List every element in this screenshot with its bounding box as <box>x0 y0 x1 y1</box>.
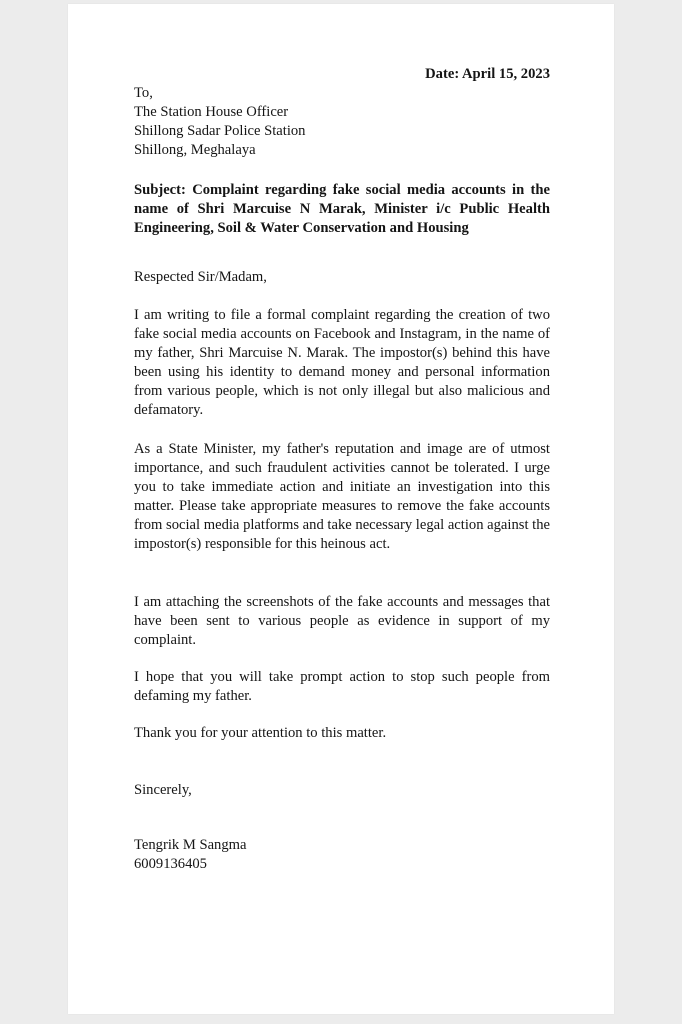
recipient-address <box>134 84 550 160</box>
letter-date: Date: April 15, 2023 <box>425 66 550 82</box>
body-paragraph: As a State Minister, my father's reputation and image are of utmost importance, and such fraudulent activities cannot be tolerated. I urge you to take immediate action and initiate an investigation into this matter. Please take appropriate measures to remove the fake accounts from social media platforms and take necessary legal action against the impostor(s) responsible for this heinous act. <box>134 441 550 552</box>
recipient-line-2: Shillong Sadar Police Station <box>134 123 306 139</box>
closing: Sincerely, <box>134 782 192 798</box>
body-paragraph: I am attaching the screenshots of the fake accounts and messages that have been sent to various people as evidence in support of my complaint. <box>134 594 550 648</box>
sender-name: Tengrik M Sangma <box>134 837 247 853</box>
letter-page <box>68 4 614 1014</box>
salutation: Respected Sir/Madam, <box>134 269 267 285</box>
body-paragraph: I hope that you will take prompt action to stop such people from defaming my father. <box>134 669 550 704</box>
recipient-to: To, <box>134 85 153 101</box>
body-paragraph: I am writing to file a formal complaint regarding the creation of two fake social media accounts on Facebook and Instagram, in the name of my father, Shri Marcuise N. Marak. The impostor(s) behind this have been using his identity to demand money and personal information from various people, which is not only illegal but also malicious and defamatory. <box>134 307 550 418</box>
letter-subject: Subject: Complaint regarding fake social media accounts in the name of Shri Marcuise N Marak, Minister i/c Public Health Engineering, Soil & Water Conservation and Housing <box>134 182 550 236</box>
thanks-line: Thank you for your attention to this matter. <box>134 725 387 741</box>
recipient-line-1: The Station House Officer <box>134 104 289 120</box>
recipient-line-3: Shillong, Meghalaya <box>134 142 256 158</box>
sender-block <box>134 836 246 874</box>
sender-phone: 6009136405 <box>134 856 207 872</box>
